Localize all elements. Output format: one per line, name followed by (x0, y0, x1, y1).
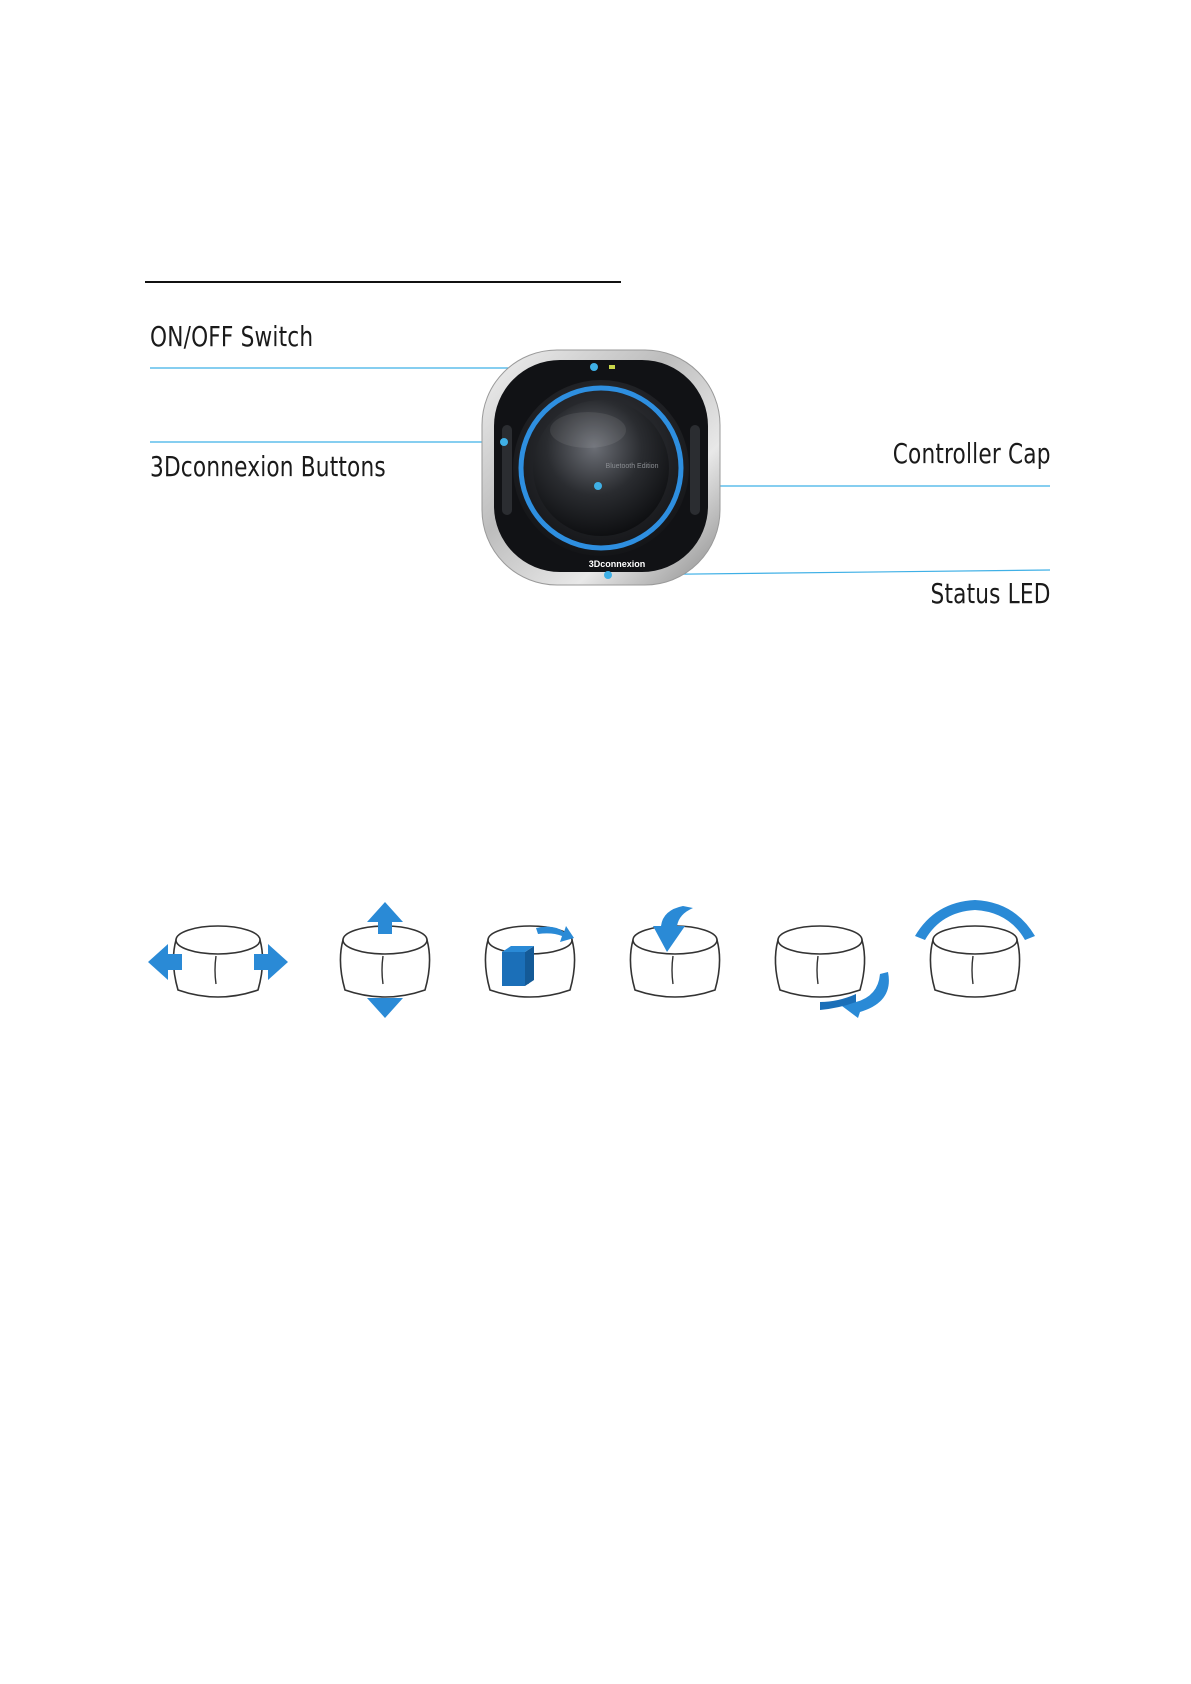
motion-roll-icon (775, 926, 888, 1018)
cap-text: Bluetooth Edition (605, 463, 659, 470)
motion-pan-up-down-icon (340, 902, 429, 1018)
status-led-label: Status LED (930, 577, 1051, 610)
motion-zoom-icon (485, 926, 574, 997)
buttons-label: 3Dconnexion Buttons (150, 450, 386, 483)
controller-cap-label: Controller Cap (893, 437, 1051, 470)
on-off-switch-label: ON/OFF Switch (150, 320, 314, 353)
brand-text: 3Dconnexion (588, 559, 646, 569)
motion-pan-left-right-icon (148, 926, 288, 997)
motion-tilt-icon (630, 906, 719, 997)
motion-spin-icon (915, 900, 1035, 997)
